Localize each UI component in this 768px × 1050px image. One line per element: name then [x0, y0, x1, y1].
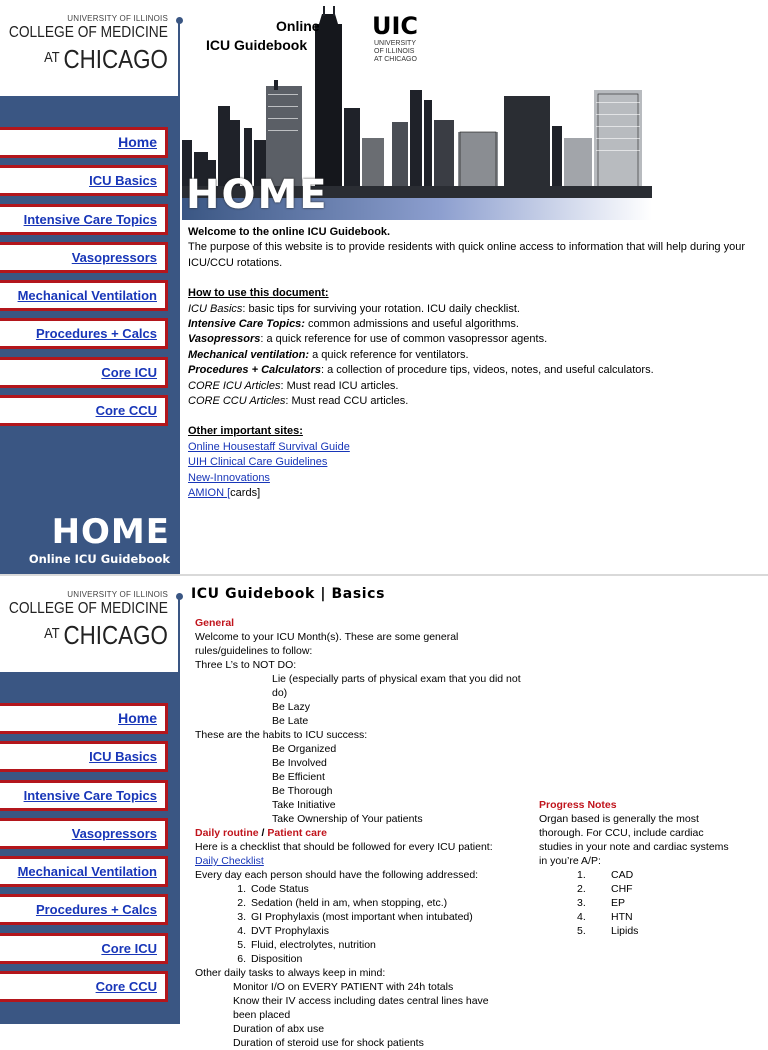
list-item: 4. DVT Prophylaxis: [237, 925, 330, 937]
sidebar-nav: [0, 127, 168, 433]
general-heading: General: [195, 617, 235, 629]
link-amion[interactable]: AMION [: [188, 487, 231, 500]
list-item: 1. Code Status: [237, 883, 309, 895]
every-day-text: Every day each person should have the following addressed:: [195, 869, 479, 881]
daily-checklist-link[interactable]: Daily Checklist: [195, 855, 264, 867]
nav-icu-basics[interactable]: ICU Basics: [0, 165, 168, 196]
habit-item: Be Thorough: [272, 785, 333, 797]
nav-procedures-calcs[interactable]: Procedures + Calcs: [0, 318, 168, 349]
howto-item: CORE ICU Articles: Must read ICU articles.: [188, 379, 399, 392]
progress-text-line: Organ based is generally the most: [539, 813, 699, 825]
howto-item: CORE CCU Articles: Must read CCU articles.: [188, 395, 409, 408]
other-tasks-text: Other daily tasks to always keep in mind:: [195, 967, 386, 979]
list-item: 5. Lipids: [577, 925, 639, 937]
habit-item: Take Initiative: [272, 799, 336, 811]
dont-item: Be Lazy: [272, 701, 310, 713]
basics-page: [0, 576, 768, 1049]
task-item: Duration of abx use: [233, 1023, 325, 1035]
checklist-intro: Here is a checklist that should be followed for every ICU patient:: [195, 841, 493, 853]
habit-item: Be Involved: [272, 757, 327, 769]
nav-core-icu[interactable]: Core ICU: [0, 357, 168, 388]
banner-online: Online: [276, 18, 320, 34]
logo-divider: [178, 18, 180, 96]
nav-home[interactable]: Home: [0, 703, 168, 734]
link-housestaff-survival-guide[interactable]: Online Housestaff Survival Guide: [188, 440, 350, 453]
link-new-innovations[interactable]: New-Innovations: [188, 471, 270, 484]
list-item: 5. Fluid, electrolytes, nutrition: [237, 939, 376, 951]
habit-item: Be Organized: [272, 743, 337, 755]
sidebar-nav: [0, 703, 168, 1009]
welcome-text: Welcome to the online ICU Guidebook.: [188, 226, 391, 238]
list-item: 3. EP: [577, 897, 626, 909]
logo-university: UNIVERSITY OF ILLINOIS: [67, 14, 168, 23]
address-list: [195, 882, 525, 966]
sidebar: [0, 0, 180, 574]
nav-intensive-care-topics[interactable]: Intensive Care Topics: [0, 780, 168, 811]
sidebar-page-subtitle: Online ICU Guidebook: [28, 552, 170, 566]
logo-divider: [178, 594, 180, 672]
list-item: 3. GI Prophylaxis (most important when intubated): [237, 911, 473, 923]
nav-core-icu[interactable]: Core ICU: [0, 933, 168, 964]
howto-heading: How to use this document:: [188, 287, 329, 300]
list-item: 1. CAD: [577, 869, 634, 881]
three-ls-text: Three L’s to NOT DO:: [195, 659, 297, 671]
habit-item: Take Ownership of Your patients: [272, 813, 423, 825]
task-item: Know their IV access including dates central lines have: [233, 995, 489, 1007]
nav-home[interactable]: Home: [0, 127, 168, 158]
list-item: 4. HTN: [577, 911, 633, 923]
logo-college: COLLEGE OF MEDICINE: [8, 24, 168, 41]
home-content: [188, 225, 758, 502]
habit-item: Be Efficient: [272, 771, 325, 783]
howto-item: Mechanical ventilation: a quick reference for ventilators.: [188, 348, 469, 361]
howto-item: Intensive Care Topics: common admissions and useful algorithms.: [188, 318, 519, 331]
howto-item: ICU Basics: basic tips for surviving your rotation. ICU daily checklist.: [188, 302, 520, 315]
task-item: Duration of steroid use for shock patients: [233, 1037, 424, 1049]
progress-text-line: in you’re A/P:: [539, 855, 601, 867]
task-item: been placed: [233, 1009, 291, 1021]
howto-item: Vasopressors: a quick reference for use of common vasopressor agents.: [188, 333, 548, 346]
link-uih-clinical-guidelines[interactable]: UIH Clinical Care Guidelines: [188, 456, 328, 469]
dont-item: Be Late: [272, 715, 309, 727]
sites-heading: Other important sites:: [188, 425, 303, 438]
sidebar-page-title: HOME: [51, 512, 170, 552]
college-logo: [0, 576, 180, 672]
nav-mechanical-ventilation[interactable]: Mechanical Ventilation: [0, 280, 168, 311]
logo-at-chicago: AT CHICAGO: [44, 620, 168, 650]
page-title: ICU Guidebook | Basics: [191, 586, 386, 602]
task-item: Monitor I/O on EVERY PATIENT with 24h totals: [233, 981, 454, 993]
howto-item: Procedures + Calculators: a collection of procedure tips, videos, notes, and useful calculators.: [188, 364, 654, 377]
general-intro: Welcome to your ICU Month(s). These are some general rules/guidelines to follow:: [195, 631, 459, 657]
banner-guidebook: ICU Guidebook: [206, 37, 308, 53]
logo-university: UNIVERSITY OF ILLINOIS: [67, 590, 168, 599]
banner-uic-subtext: UNIVERSITY OF ILLINOIS AT CHICAGO: [374, 40, 417, 63]
logo-college: COLLEGE OF MEDICINE: [8, 600, 168, 617]
nav-vasopressors[interactable]: Vasopressors: [0, 818, 168, 849]
nav-intensive-care-topics[interactable]: Intensive Care Topics: [0, 204, 168, 235]
progress-heading: Progress Notes: [539, 799, 617, 811]
list-item: 6. Disposition: [237, 953, 303, 965]
progress-list: [539, 868, 749, 938]
progress-text-line: thorough. For CCU, include cardiac: [539, 827, 704, 839]
progress-text-line: studies in your note and cardiac systems: [539, 841, 729, 853]
nav-core-ccu[interactable]: Core CCU: [0, 395, 168, 426]
sidebar: [0, 576, 180, 1024]
amion-cards-text: cards]: [230, 487, 261, 500]
nav-procedures-calcs[interactable]: Procedures + Calcs: [0, 894, 168, 925]
college-logo: [0, 0, 180, 96]
nav-vasopressors[interactable]: Vasopressors: [0, 242, 168, 273]
nav-mechanical-ventilation[interactable]: Mechanical Ventilation: [0, 856, 168, 887]
nav-icu-basics[interactable]: ICU Basics: [0, 741, 168, 772]
skyline-banner: [182, 10, 652, 222]
progress-notes-column: [539, 798, 749, 938]
logo-dot: [176, 593, 183, 600]
daily-routine-heading: Daily routine / Patient care: [195, 827, 327, 839]
basics-main-column: [195, 616, 525, 1050]
logo-at-chicago: AT CHICAGO: [44, 44, 168, 74]
banner-uic-logo: UIC: [372, 12, 419, 40]
habits-intro: These are the habits to ICU success:: [195, 729, 368, 741]
dont-item: Lie (especially parts of physical exam that you did not do): [272, 673, 521, 699]
list-item: 2. CHF: [577, 883, 633, 895]
list-item: 2. Sedation (held in am, when stopping, etc.): [237, 897, 448, 909]
nav-core-ccu[interactable]: Core CCU: [0, 971, 168, 1002]
banner-home-title: HOME: [186, 172, 329, 218]
purpose-text: The purpose of this website is to provide residents with quick online access to information that will help during your ICU/CCU rotations.: [188, 241, 746, 269]
